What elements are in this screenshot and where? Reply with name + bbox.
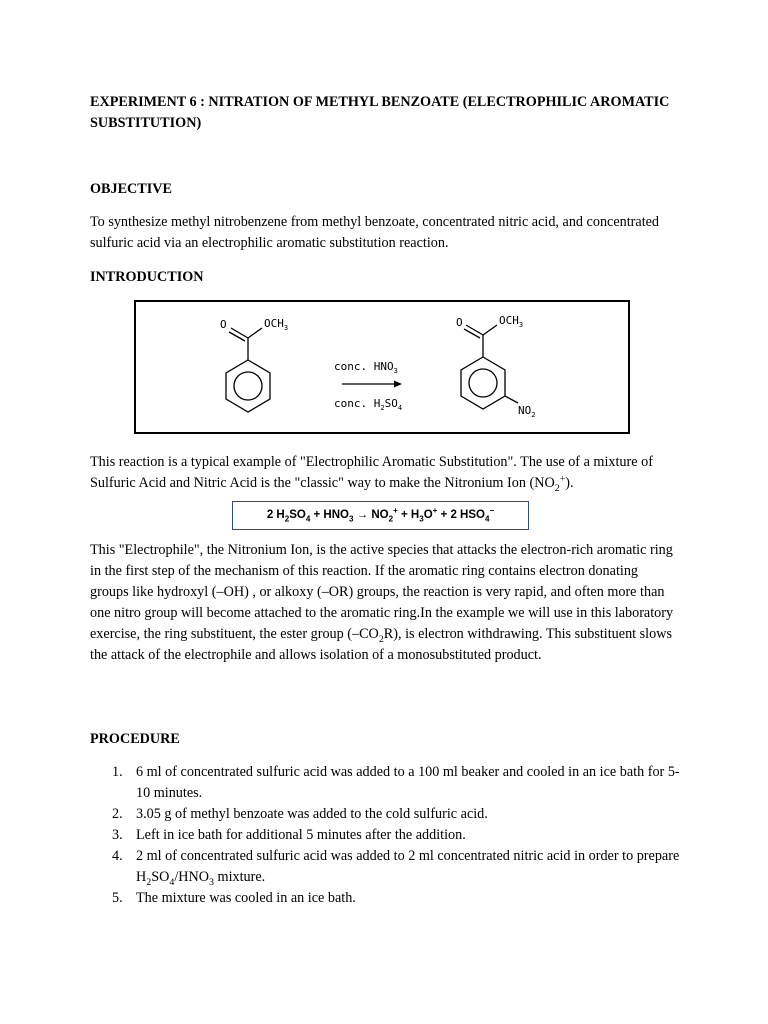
procedure-step: 4. 2 ml of concentrated sulfuric acid was added to 2 ml concentrated nitric acid in order to prepare $H_2SO_4/HNO_3$ mixture. [112, 848, 680, 888]
experiment-title: EXPERIMENT 6 : NITRATION OF METHYL BENZOATE (ELECTROPHILIC AROMATIC SUBSTITUTION) [90, 94, 670, 131]
methyl-benzoate-structure [226, 328, 270, 412]
electrophile-paragraph: This "Electrophile", the Nitronium Ion, is the active species that attacks the electron-rich aromatic ring in the first step of the mechanism of this reaction. If the aromatic ring contains electron donating groups like hydroxyl (–OH) , or alkoxy (–OR) groups, the reaction is very rapid, and often more than one nitro group will become attached to the aromatic ring.In the example we will use in this laboratory exercise, the ring substituent, the ester group $(-CO_2R)$, is electron withdrawing. This substituent slows the attack of the electrophile and allows isolation of a monosubstituted product. [90, 542, 674, 663]
methyl-nitrobenzoate-structure [461, 325, 518, 409]
reactant-methoxy-label: $OCH_3$ [264, 317, 289, 332]
reagent-sulfuric-acid: conc. $H_2SO_4$ [334, 397, 403, 412]
procedure-step: 3. Left in ice bath for additional 5 minutes after the addition. [112, 827, 466, 843]
reactant-carbonyl-o: O [220, 318, 227, 331]
reaction-scheme-drawing [136, 302, 632, 436]
reaction-description: This reaction is a typical example of "Electrophilic Aromatic Substitution". The use of a mixture of Sulfuric Acid and Nitric Acid is the "classic" way to make the Nitronium Ion $(NO_2^+)$. [90, 454, 653, 494]
reaction-scheme [134, 300, 630, 434]
procedure-list [90, 762, 680, 909]
procedure-heading: PROCEDURE [90, 731, 180, 747]
procedure-step: 5. The mixture was cooled in an ice bath. [112, 890, 356, 906]
reaction-arrow [342, 381, 402, 388]
objective-text: To synthesize methyl nitrobenzene from methyl benzoate, concentrated nitric acid, and concentrated sulfuric acid via an electrophilic aromatic substitution reaction. [90, 214, 660, 251]
procedure-step: 2. 3.05 g of methyl benzoate was added to the cold sulfuric acid. [112, 806, 488, 822]
nitronium-equation: 2 $H_2SO_4 + HNO_3 \to NO_2^+ + H_3O^+ + 2$ $HSO_4^-$ [232, 501, 529, 530]
procedure-step: 1. 6 ml of concentrated sulfuric acid was added to a 100 ml beaker and cooled in an ice bath for 5-10 minutes. [112, 764, 680, 801]
introduction-heading: INTRODUCTION [90, 269, 204, 285]
objective-heading: OBJECTIVE [90, 181, 172, 197]
reagent-nitric-acid: conc. $HNO_3$ [334, 360, 398, 375]
product-carbonyl-o: O [456, 316, 463, 329]
product-nitro-label: $NO_2$ [518, 404, 536, 419]
product-methoxy-label: $OCH_3$ [499, 314, 524, 329]
